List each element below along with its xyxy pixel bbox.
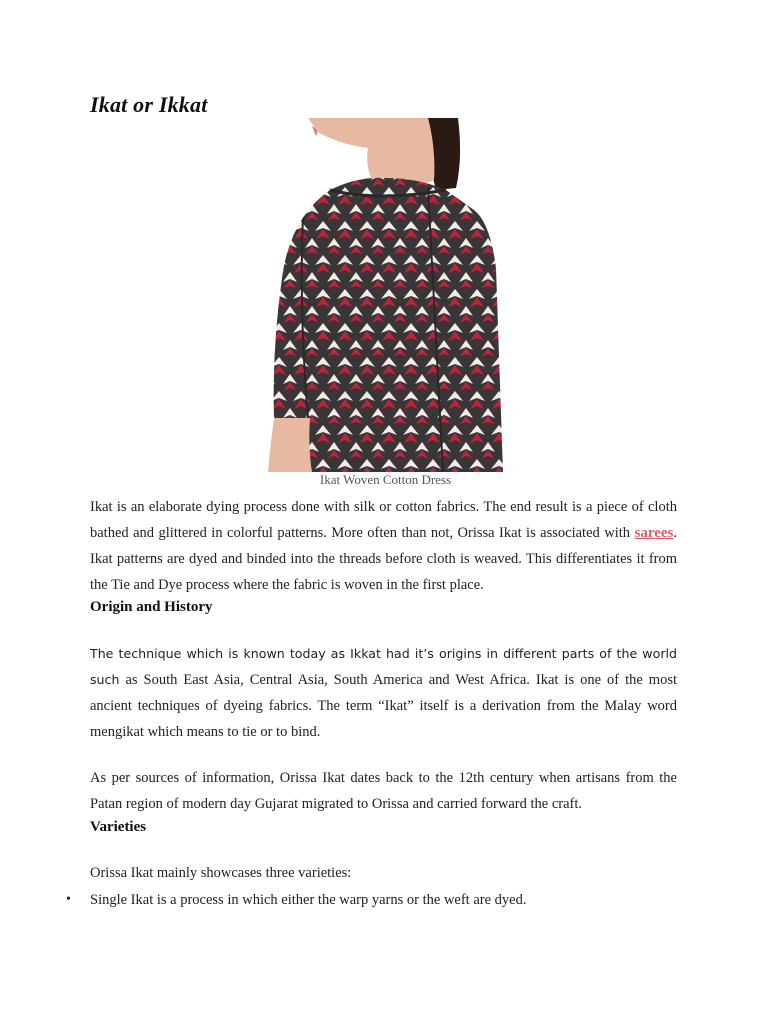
intro-paragraph: [90, 494, 677, 598]
arm-skin: [268, 418, 312, 472]
origin-paragraph-1-rest: as South East Asia, Central Asia, South America and West Africa. Ikat is one of the most ancient techniques of dyeing fabrics. The term “Ikat” itself is a derivation from the Malay word mengikat which means to tie or to bind.: [90, 672, 677, 740]
intro-text-1: Ikat is an elaborate dying process done with silk or cotton fabrics. The end result is a piece of cloth bathed and glittered in colorful patterns. More often than not, Orissa Ikat is associated with: [90, 499, 677, 541]
sarees-link[interactable]: sarees: [634, 525, 674, 541]
bullet-icon: •: [66, 892, 71, 907]
article-title: Ikat or Ikkat: [90, 92, 208, 117]
origin-paragraph-2: As per sources of information, Orissa Ikat dates back to the 12th century when artisans from the Patan region of modern day Gujarat migrated to Orissa and carried forward the craft.: [90, 770, 677, 812]
ikat-dress-photo: [268, 118, 503, 472]
varieties-heading: Varieties: [90, 819, 147, 835]
varieties-list: [66, 887, 677, 913]
list-item-text: Single Ikat is a process in which either the warp yarns or the weft are dyed.: [90, 892, 527, 908]
origin-paragraph-1-lead: The technique which is known today as Ikkat had it’s origins in different parts of the world such: [90, 646, 677, 687]
ikat-dress-illustration: [268, 118, 503, 472]
varieties-intro: Orissa Ikat mainly showcases three varieties:: [90, 865, 352, 881]
list-item: [66, 887, 677, 913]
intro-text-2: . Ikat patterns are dyed and binded into the threads before cloth is weaved. This differentiates it from the Tie and Dye process where the fabric is woven in the first place.: [90, 525, 677, 593]
origin-paragraph-1: [90, 641, 677, 745]
origin-heading: Origin and History: [90, 599, 213, 615]
image-caption: Ikat Woven Cotton Dress: [319, 472, 452, 487]
